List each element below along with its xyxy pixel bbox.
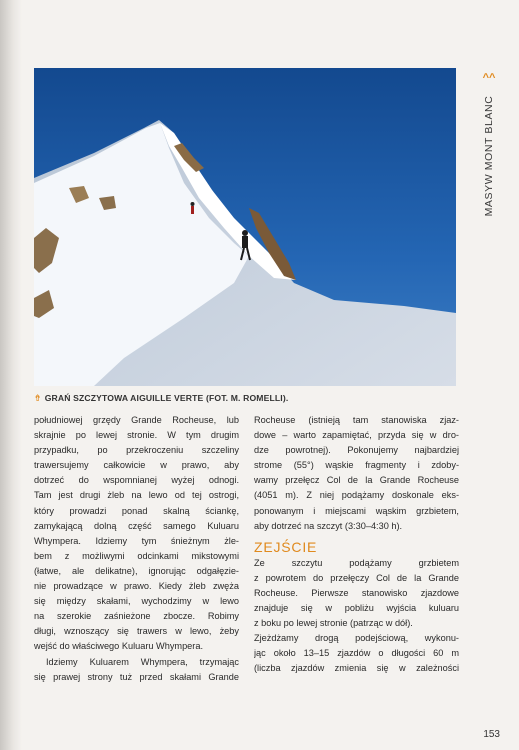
mountain-ridge-image [34, 68, 456, 386]
text-line: Ze szczytu podążamy grzbietem [254, 557, 459, 568]
text-line: (liczba zjazdów zmienia się w zależności [254, 663, 459, 674]
text-line: Idziemy Kuluarem Whympera, trzymając [46, 656, 239, 667]
text-line: wejść do właściwego Kuluaru Whympera. [34, 641, 204, 652]
page-number: 153 [483, 729, 500, 740]
left-text-column [34, 413, 239, 685]
caption-arrow-icon: ⇮ [34, 393, 42, 403]
text-line: bem z możliwymi odcinkami mikstowymi [34, 550, 239, 561]
text-line: (łatwe, ale delikatne), ignorując odgałęzie- [34, 565, 239, 576]
double-chevron-up-icon: ^^ [482, 72, 496, 84]
text-line: Rocheuse (istnieją tam stanowiska zjaz- [254, 415, 459, 425]
photo-caption [34, 393, 474, 404]
side-section-tab [478, 72, 500, 217]
text-line: znajduje się w pobliżu wyjścia kuluaru [254, 603, 459, 614]
text-line: południowej grzędy Grande Rocheuse, lub [34, 415, 239, 425]
text-line: ponowanym i miejscami wąskim grzbietem, [254, 505, 459, 516]
text-line: Zjeżdżamy drogą podejściową, wykonu- [254, 633, 459, 644]
text-line: na szerokie zaśnieżone zbocze. Robimy [34, 611, 239, 622]
text-line: z powrotem do przełęczy Col de la Grande [254, 572, 459, 583]
text-line: wamy przełęcz Col de la Grande Rocheuse [254, 475, 459, 486]
section-heading: ZEJŚCIE [254, 538, 318, 555]
text-line: się prawej strony tuż przed skałami Grande [34, 671, 239, 682]
text-line: przypadku, po przekroczeniu szczeliny [34, 445, 239, 456]
text-line: skrajnie po lewej stronie. W tym drugim [34, 430, 239, 441]
mountain-photo [34, 68, 456, 386]
text-line: dze powrotnej). Pokonujemy najbardziej [254, 445, 459, 456]
text-line: jąc około 13–15 zjazdów o długości 60 m [254, 648, 459, 659]
text-line: strome (55°) wąskie fragmenty i zdoby- [254, 460, 459, 471]
text-line: nie prowadzące w prawo. Kiedy żleb zwęża [34, 581, 239, 592]
text-line: Rocheuse. Pierwsze stanowisko zjazdowe [254, 587, 459, 598]
text-line: (4051 m). Z niej podążamy doskonale eks- [254, 490, 459, 501]
text-line: aby dotrzeć na szczyt (3:30–4:30 h). [254, 520, 403, 531]
text-line: Whympera. Idziemy tym śnieżnym żle- [34, 535, 239, 546]
text-line: długi, wznoszący się trawers w lewo, żeby [34, 626, 239, 637]
text-line: dowe – warto zapamiętać, przyda się w dro- [254, 430, 459, 441]
text-line: dotrzeć do wspomnianej wyżej odnogi. [34, 475, 239, 486]
text-line: trawersujemy całkowicie w prawo, aby [34, 460, 239, 471]
text-line: Tam jest drugi żleb na lewo od tej ostrogi, [34, 490, 239, 501]
right-text-column [254, 413, 459, 677]
text-line: który prowadzi ponad skalną ściankę, [34, 505, 239, 516]
text-line: zamykającą dolną część samego Kuluaru [34, 520, 239, 531]
text-line: z boku po lewej stronie (patrząc w dół). [254, 618, 413, 629]
side-section-label: MASYW MONT BLANC [483, 95, 495, 217]
caption-text: GRAŃ SZCZYTOWA AIGUILLE VERTE (FOT. M. ROMELLI). [44, 393, 289, 403]
text-line: się między skałami, wychodzimy w lewo [34, 596, 239, 607]
page-gutter-shadow [0, 0, 22, 750]
